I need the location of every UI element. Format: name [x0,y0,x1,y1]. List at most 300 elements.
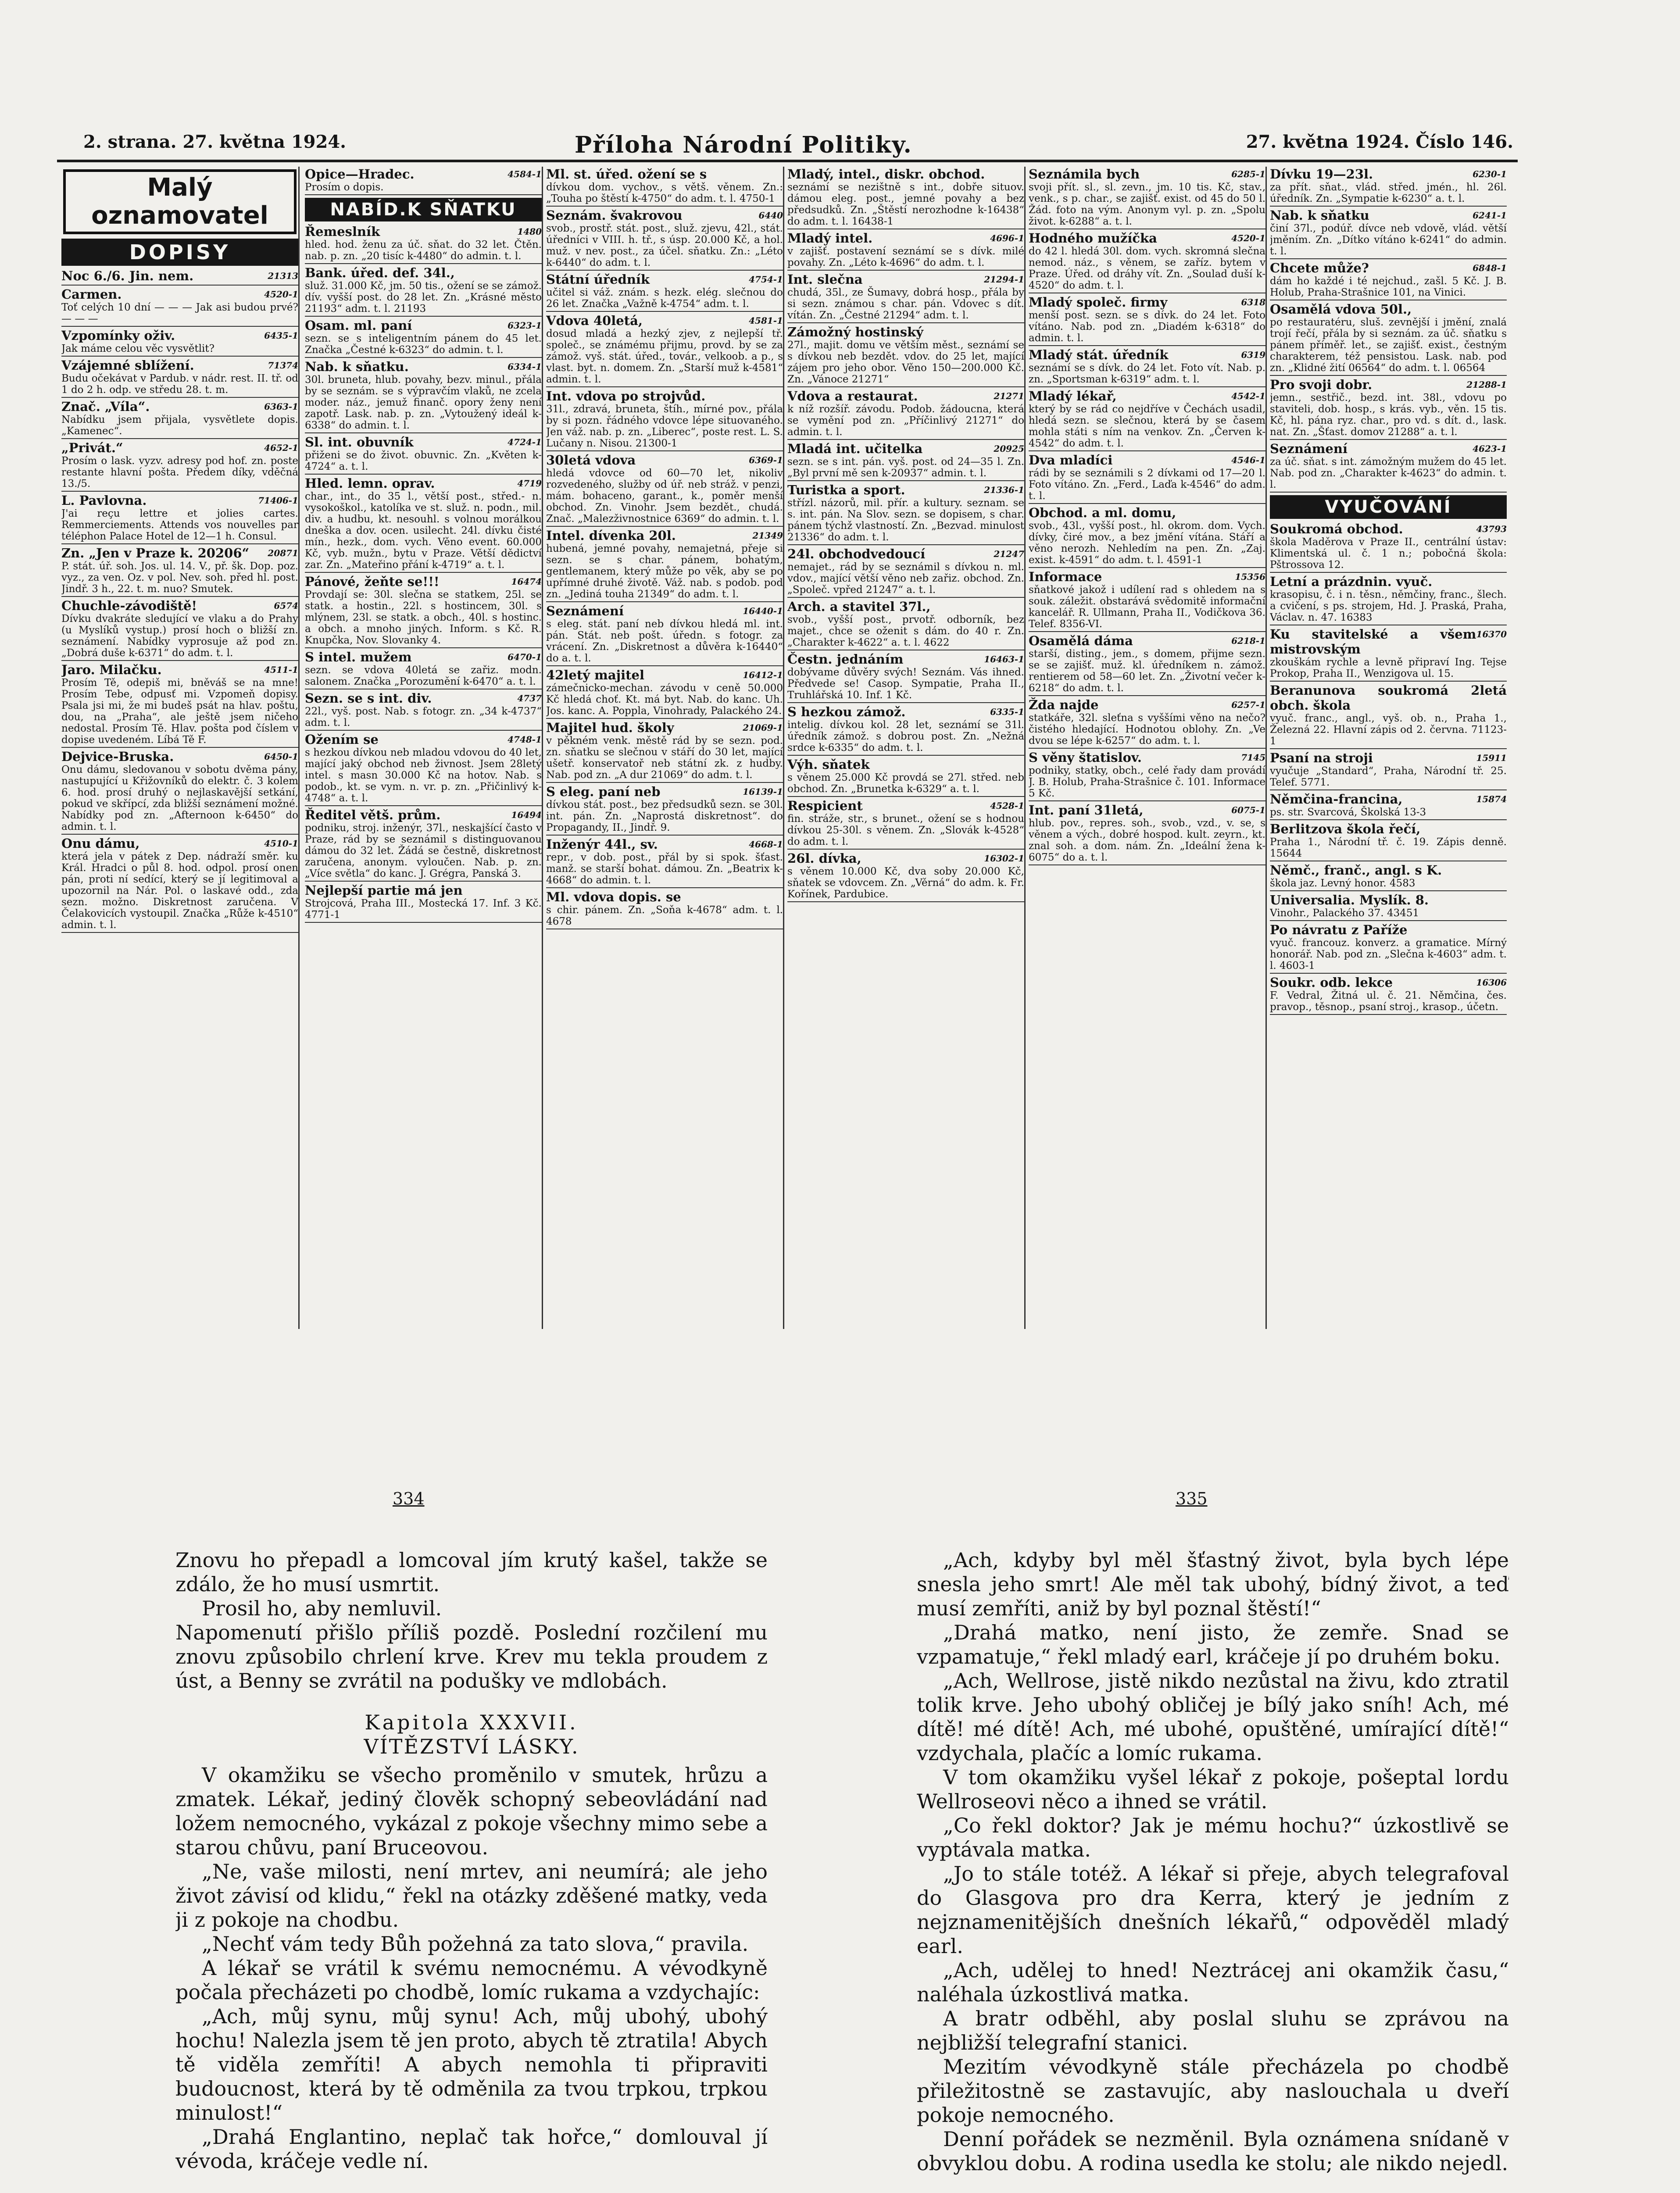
ad-code: 21069-1 [743,722,783,733]
ad-divider [546,718,783,719]
ad-heading: Ožením se [305,732,379,747]
ad-text: s hezkou dívkou neb mladou vdovou do 40 let, mající jaký obchod neb živnost. Jsem 28letý intel. s masn 30.000 Kč na hotov. Nab. s podob., kt. se vym. n. vr. p. zn. „Přičinlivý k-4748“ a. t. l. [305,747,542,804]
ad-heading: Mladý intel. [787,231,873,246]
ad-text: svob., prostř. stát. post., služ. zjevu, 42l., stát. úředníci v VIII. h. tř., s úsp. 20.000 Kč, a hol. muž. v nev. post., za účel. sňatku. Zn.: „Léto k-6440“ do adm. t. l. [546,223,783,268]
classified-ad [787,599,1024,650]
classified-ad [787,482,1024,545]
classified-ad [1029,569,1265,632]
classified-ad [1029,453,1265,504]
novel-page-left [175,1548,768,2193]
ad-heading: Universalia. Myslík. 8. [1270,893,1429,907]
ad-heading: Nab. k sňatku. [305,359,409,374]
ad-code: 6363-1 [264,401,298,412]
ad-heading: Berlitzova škola řečí, [1270,821,1421,836]
ad-text: hled. hod. ženu za úč. sňat. do 32 let. Čtěn. nab. p. zn. „20 tisíc k-4480“ do admin. t. l. [305,239,542,262]
paragraph: A bratr odběhl, aby poslal sluhu se zprávou na nejbližší telegrafní stanici. [917,2007,1509,2054]
ad-heading: Zn. „Jen v Praze k. 20206“ [61,546,250,561]
classified-ad [61,662,298,748]
ad-code: 21247 [994,549,1024,559]
ad-heading: Turistka a sport. [787,482,905,497]
ad-code: 4668-1 [749,839,783,850]
ad-text: která jela v pátek z Dep. nádraží směr. ku Král. Hradci o půl 8. hod. odpol. prosí onen pán, proti ní sedící, který se jí legitimoval a upozornil na Nár. Pol. o laskavé odd., zda sezn. možno. Diskretnost zaručena. V Čelakovicích vystoupil. Značka „Růže k-4510“ admin. t. l. [61,851,298,931]
ad-code: 4719 [517,478,542,489]
ad-heading: Po návratu z Paříže [1270,922,1408,937]
ad-heading: Soukr. odb. lekce [1270,975,1393,990]
ad-code: 6334-1 [508,361,542,372]
ad-code: 4546-1 [1231,455,1265,465]
classified-ad [1270,574,1507,625]
ad-code: 4754-1 [749,274,783,285]
ad-divider [546,835,783,836]
ad-heading: Osam. ml. paní [305,318,412,333]
ad-text: 30l. bruneta, hlub. povahy, bezv. minul., přála by se seznám. se s výpravčím vlaků, ne zcela moder. náz., jemuž finanč. opory ženy není zapotř. Lask. nab. p. zn. „Vytoužený ideál k-6338“ do admin. t. l. [305,374,542,431]
ad-text: činí 37l., podúř. dívce neb vdově, vlád. větší jměním. Zn. „Dítko vítáno k-6241“ do admin. t. l. [1270,223,1507,257]
ad-heading: 24l. obchodvedoucí [787,546,926,561]
ad-code: 15911 [1476,753,1507,763]
ad-divider [546,311,783,312]
ads-column-3 [546,167,784,1329]
ad-code: 21349 [752,530,783,541]
classified-ad [1270,750,1507,790]
ad-text: podniky, statky, obch., celé řady dam provádí J. B. Holub, Praha-Strašnice č. 101. Informace 5 Kč. [1029,765,1265,799]
ad-code: 6335-1 [990,707,1024,717]
ad-text: intelig. dívkou kol. 28 let, seznámí se 31l. úředník zámož. s dobrou post. Zn. „Nežná srdce k-6335“ do adm. t. l. [787,719,1024,754]
ad-heading: Sezn. se s int. div. [305,691,432,706]
ad-divider [305,194,542,195]
ad-divider [546,270,783,271]
ad-text: P. stát. úř. soh. Jos. ul. 14. V., př. šk. Dop. poz. vyz., za ven. Oz. v pol. Nev. soh. před hl. post. Jindř. 3 h., 22. t. m. nuo? Smutek. [61,561,298,595]
ad-divider [787,796,1024,797]
ad-heading: Seznám. švakrovou [546,208,683,223]
ad-code: 4623-1 [1473,443,1507,454]
classified-ad [1270,521,1507,573]
classified-ad [61,399,298,439]
ad-heading: Mladý stát. úředník [1029,347,1169,362]
ad-heading: Osamělá dáma [1029,633,1133,648]
ad-divider [1270,920,1507,921]
classified-ad [546,528,783,602]
ad-text: hubená, jemné povahy, nemajetná, přeje si sezn. se s char. pánem, bohatým, gentlemanem, který může po věk, aby se po upřímné druhé životě. Váž. nab. s podob. pod zn. „Jediná touha 21349“ do adm. t. l. [546,543,783,600]
header-title: Příloha Národní Politiky. [575,132,912,158]
paragraph: „Nechť vám tedy Bůh požehná za tato slova,“ pravila. [202,1932,749,1956]
classified-ad [546,389,783,451]
paragraph: V okamžiku se všecho proměnilo v smutek, hrůzu a zmatek. Lékař, jediný člověk schopný sebeovládání nad ložem nemocného, vykázal z pokoje všechny mimo sebe a starou chůvu, paní Bruceovou. [175,1763,768,1859]
ad-text: starší, disting., jem., s domem, přijme sezn. se se zajišť. muž. kl. úředníkem n. zámož. rentierem od 58—60 let. Zn. „Životní večer k-6218“ do adm. t. l. [1029,648,1265,694]
ad-heading: Onu dámu, [61,836,140,851]
ad-heading: Jaro. Milačku. [61,662,162,677]
ad-code: 4581-1 [749,315,783,326]
header-date-right: 27. května 1924. Číslo 146. [1246,132,1513,152]
ad-heading: Chcete může? [1270,261,1369,275]
ad-text: v zajišť. postavení seznámí se s dívk. milé povahy. Zn. „Léto k-4696“ do adm. t. l. [787,246,1024,268]
ad-text: hledá vdovce od 60—70 let, nikoliv rozvedeného, služby od úř. neb stráž. v penzi, mám. bohaceno, garant., k., poměr menší obchod. Zn. Vinohr. Jsem bezdět., chudá. Znač. „Malezživnostnice 6369“ do admin. t. l. [546,468,783,525]
ad-text: svob., vyšší post., prvotř. odborník, bez majet., chce se oženit s dám. do 40 r. Zn. „Charakter k-4622“ a. t. l. 4622 [787,614,1024,648]
ad-heading: S hezkou zámož. [787,704,906,719]
classified-ad [305,224,542,264]
paragraph: V tom okamžiku vyšel lékař z pokoje, pošeptal lordu Wellroseovi něco a ihned se vrátil. [917,1765,1509,1813]
ad-heading: Mladý lékař, [1029,389,1117,404]
ad-divider [787,597,1024,598]
ad-divider [61,397,298,398]
ad-heading: Seznámila bych [1029,167,1140,182]
classified-ad [1270,261,1507,300]
classified-ad [61,598,298,661]
classified-ad [305,732,542,806]
ad-text: rádi by se seznámili s 2 dívkami od 17—20 l. Foto vítáno. Zn. „Ferd., Laďa k-4546“ do adm. t. l. [1029,468,1265,502]
ad-code: 6435-1 [264,330,298,341]
ad-text: podniku, stroj. inženýr, 37l., neskajšící často v Praze, rád by se seznámil s distinguovanou dámou do 32 let. Žádá se čestně, diskretnost zaručena, anonym. vyloučen. Nab. p. zn. „Více světla“ do kanc. J. Grégra, Panská 3. [305,822,542,879]
ad-heading: Respicient [787,798,863,813]
classified-ad [61,836,298,933]
ad-code: 7145 [1241,752,1265,763]
classified-ad [787,851,1024,902]
ad-code: 6848-1 [1473,263,1507,273]
ad-text: který by se rád co nejdříve v Čechách usadil, hledá sezn. se slečnou, která by se časem mohla státi s ním na venkov. Zn. „Červen k-4542“ do adm. t. l. [1029,404,1265,449]
ad-text: svob., 43l., vyšší post., hl. okrom. dom. Vych. dívky, čiré mov., a bez jmění vítána. Stáří a věno nerozh. Nehledím na pen. Zn. „Zaj. exist. k-4591“ do adm. t. l. 4591-1 [1029,520,1265,566]
ad-heading: Státní úředník [546,272,650,287]
ad-text: sezn. se s inteligentním pánem do 45 let. Značka „Čestné k-6323“ do admin. t. l. [305,333,542,356]
page-header [57,132,1513,158]
ad-code: 4528-1 [990,800,1024,811]
classified-ad [1270,441,1507,493]
ad-text: krasopisu, č. i n. těsn., němčiny, franc., šlech. a cvičení, s ps. strojem, Hd. J. Praská, Praha, Václav. n. 47. 16383 [1270,589,1507,623]
ad-divider [1029,695,1265,696]
ad-heading: Vzájemné sblížení. [61,358,194,373]
page-number-left: 334 [393,1489,425,1508]
classified-ad [61,440,298,492]
classified-ad [546,784,783,836]
paragraph: „Ach, kdyby byl měl šťastný život, byla bych lépe snesla jeho smrt! Ale měl tak ubohý, bídný život, a teď musí zemříti, aniž by byl poznal štěstí!“ [917,1548,1509,1620]
classified-ad [787,652,1024,703]
ad-code: 20871 [268,548,298,558]
ad-heading: Němč., franč., angl. s K. [1270,863,1442,878]
ad-heading: Ku stavitelské a všem mistrovským [1270,627,1476,657]
ad-heading: Seznámení [546,604,624,618]
section-heading: DOPISY [61,239,298,266]
ad-text: Jak máme celou věc vysvětlit? [61,343,214,354]
ad-divider [305,730,542,731]
ad-text: do 42 l. hledá 30l. dom. vych. skromná slečna nemod. náz., s věnem, se zaříz. bytem v Praze. Úřed. od dráhy vít. Zn. „Soulad duší k-4520“ do adm. t. l. [1029,246,1265,291]
paragraph: A lékař se vrátil k svému nemocnému. A vévodkyně počala přecházeti po chodbě, lomíc rukama a vzdychajíc: [175,1956,768,2004]
ad-divider [546,450,783,451]
ad-text: menší post. sezn. se s dívk. do 24 let. Foto vítáno. Nab. pod zn. „Diadém k-6318“ do admin. t. l. [1029,310,1265,344]
ad-code: 4511-1 [264,664,298,675]
classified-ad [1270,863,1507,891]
ad-divider [546,782,783,783]
ad-code: 4652-1 [264,443,298,453]
ad-code: 20925 [994,443,1024,454]
ad-heading: S eleg. paní neb [546,784,661,799]
ad-code: 15356 [1235,571,1265,582]
ad-heading: Ředitel větš. prům. [305,807,441,822]
ad-code: 16306 [1476,977,1507,988]
ad-heading: Ml. st. úřed. ožení se s [546,167,707,182]
ad-divider [1029,864,1265,865]
ad-heading: Pánové, žeňte se!!! [305,574,440,589]
ad-heading: Seznámení [1270,441,1348,456]
ad-heading: Žda najde [1029,697,1099,712]
classified-ad [61,749,298,835]
classified-ad [546,167,783,207]
classified-ad [546,604,783,666]
ad-divider [787,322,1024,323]
ad-divider [61,660,298,661]
ad-heading: Dívku 19—23l. [1270,167,1373,182]
classified-ad [1270,627,1507,682]
ad-divider [1270,206,1507,207]
ad-text: seznámí se nezištně s int., dobře situov. dámou eleg. post., jemné povahy a bez předsudků. Zn. „Štěstí nerozhodne k-16438“ do adm. t. l. 16438-1 [787,182,1024,227]
ad-heading: Vdova a restaurat. [787,389,918,404]
paragraph: Mezitím vévodkyně stále přecházela po chodbě přiležitostně se zastavujíc, aby naslouchala u dveří pokoje nemocného. [917,2055,1509,2127]
ad-heading: Mladý, intel., diskr. obchod. [787,167,985,182]
classified-ad [546,668,783,719]
chapter-title: VÍTĚZSTVÍ LÁSKY. [364,1735,579,1758]
header-date-left: 2. strana. 27. května 1924. [83,132,347,152]
ad-code: 4724-1 [508,437,542,447]
ad-heading: Dejvice-Bruska. [61,749,174,764]
ad-code: 6323-1 [508,320,542,331]
ad-text: vyuč. francouz. konverz. a gramatice. Mírný honorář. Nab. pod zn. „Slečna k-4603“ adm. t. l. 4603-1 [1270,937,1507,971]
ad-code: 6257-1 [1231,700,1265,710]
ad-code: 6450-1 [264,751,298,762]
ad-divider [305,572,542,573]
ad-code: 6574 [274,600,298,611]
classified-ad [787,757,1024,797]
ad-code: 16474 [511,576,542,587]
ad-divider [1270,890,1507,891]
classified-ad [1029,505,1265,568]
classified-ad [305,574,542,648]
ad-heading: Hled. lemn. oprav. [305,476,435,491]
ad-heading: Psaní na stroji [1270,750,1373,765]
ad-code: 21294-1 [984,274,1024,285]
ad-code: 6318 [1241,297,1265,307]
classified-ad [1270,377,1507,440]
ads-column-2 [305,167,543,1329]
ad-code: 4748-1 [508,734,542,745]
ad-code: 43793 [1476,524,1507,534]
classified-ad [787,272,1024,323]
ad-heading: Vzpomínky oživ. [61,328,175,343]
ad-heading: Zámožný hostinský [787,325,924,339]
ad-heading: Opice—Hradec. [305,167,415,182]
paragraph: „Drahá matko, není jisto, že zemře. Snad se vzpamatuje,“ řekl mladý earl, kráčeje jí po druhém boku. [917,1621,1509,1668]
classified-ad [546,720,783,783]
ad-text: J'ai reçu lettre et jolies cartes. Remmerciements. Attends vos nouvelles par téléphon Palace Hotel de 12—1 h. Consul. [61,508,298,542]
ad-code: 4520-1 [1231,233,1265,243]
ad-code: 1480 [517,226,542,237]
ad-divider [305,357,542,358]
ad-text: vyuč. franc., angl., vyš. ob. n., Praha 1., Železná 22. Hlavní zápis od 2. června. 71123-1 [1270,713,1507,747]
ad-text: zkouškám rychle a levně připraví Ing. Tejse Prokop, Praha II., Wenzigova ul. 15. [1270,657,1507,679]
ad-divider [1270,789,1507,790]
ad-text: dosud mladá a hezký zjev, z nejlepší tř. společ., se známému přijmu, provd. by se za zámož. vyš. stát. úřed., továr., velkoob. a p., s vlast. byt. n. domem. Zn. „Starší muž k-4581“ admin. t. l. [546,328,783,385]
ad-divider [1270,819,1507,820]
ad-text: přiženi se do život. obuvnic. Zn. „Květen k-4724“ a. t. l. [305,450,542,472]
ad-code: 6470-1 [508,652,542,662]
ad-text: učitel si váž. znám. s hezk. elég. slečnou do 26 let. Značka „Važně k-4754“ adm. t. l. [546,287,783,310]
ad-text: sňatkové jakož i udílení rad s ohledem na s souk. záležit. obstarává svědomitě informační kancelář. R. Ullmann, Praha II., Vodičkova 36. Telef. 8356-VI. [1029,584,1265,630]
ad-code: 6218-1 [1231,636,1265,646]
ad-divider [305,805,542,806]
classified-ad [1029,347,1265,387]
paragraph: „Ach, můj synu, můj synu! Ach, můj ubohý, ubohý hochu! Nalezla jsem tě jen proto, abych tě ztratila! Abych tě viděla zemříti! A abych nemohla ti připraviti budoucnost, která by tě odměnila za tvou trpkou, trpkou minulost!“ [175,2004,768,2125]
ad-code: 6285-1 [1231,169,1265,179]
ad-heading: Int. paní 31letá, [1029,803,1144,818]
ad-text: statkáře, 32l. sleťna s vyššími věno na nečo? čistého hledající. Hodnotou oblohy. Zn. „Ve dvou se lépe k-6257“ do adm. t. l. [1029,712,1265,746]
classified-ad [305,435,542,475]
classified-ad [305,691,542,731]
ad-divider [305,474,542,475]
ad-text: vyučuje „Standard“, Praha, Národní tř. 25. Telef. 5771. [1270,765,1507,788]
classified-ad [61,268,298,286]
box-title-line2: oznamovatel [91,201,268,230]
paragraph: „Ne, vaše milosti, není mrtev, ani neumírá; ale jeho život závisí od klidu,“ řekl na otázky zděšené matky, veda ji z pokoje na chodbu. [175,1860,768,1932]
ad-text: hlub. pov., repres. soh., svob., vzd., v. se, s věnem a vých., dobré hospod. kult. zeyrn., kt. znal soh. a dom. nám. Zn. „Ideální žena k-6075“ do a. t. l. [1029,818,1265,863]
ad-divider [1270,973,1507,974]
ad-heading: Noc 6./6. Jin. nem. [61,268,194,283]
ad-code: 6440 [758,210,783,221]
ad-code: 21313 [268,271,298,281]
ad-heading: Ml. vdova dopis. se [546,889,681,904]
ad-text: Onu dámu, sledovanou v sobotu dvěma pány, nastupující u Křižovníků do elektr. č. 3 kolem 6. hod. prosí druhý o nejlaskavější setkání, pokud ve skřípcí, zda bližší seznámení možné. Nabídky pod zn. „Afternoon k-6450“ do admin. t. l. [61,764,298,832]
ad-text: ps. str. Svarcová, Školská 13-3 [1270,807,1426,818]
ad-heading: Hodného mužíčka [1029,231,1157,246]
ad-divider [61,747,298,748]
ad-heading: „Privát.“ [61,440,123,455]
ad-text: Dívku dvakráte sledující ve vlaku a do Prahy (u Myslíků vystup.) prosí hoch o bližší zn. seznámení. Nabídky vyprosuje až pod zn. „Dobrá duše k-6371“ do adm. t. l. [61,613,298,659]
ad-code: 4542-1 [1231,391,1265,401]
ad-code: 4696-1 [990,233,1024,243]
ad-code: 71406-1 [258,495,298,506]
ad-text: seznámí se s dívk. do 24 let. Foto vít. Nab. p. zn. „Sportsman k-6319“ adm. t. l. [1029,362,1265,385]
ad-heading: Výh. sňatek [787,757,870,772]
ad-text: Praha 1., Národní tř. č. 19. Zápis denně. 15644 [1270,836,1507,859]
ad-divider [546,887,783,888]
ad-text: s chir. pánem. Zn. „Soňa k-4678“ adm. t. l. 4678 [546,904,783,927]
ad-code: 16370 [1476,629,1507,639]
ad-heading: 26l. dívka, [787,851,861,866]
classified-ad [1270,821,1507,861]
classified-ad [787,704,1024,756]
ad-heading: Znač. „Víla“. [61,399,150,414]
ad-divider [1270,439,1507,440]
ad-code: 4520-1 [264,289,298,300]
classified-ad [305,883,542,923]
classified-ad [305,318,542,358]
classified-ad [1270,975,1507,1015]
ad-text: Nabídku jsem přijala, vysvětlete dopis. „Kamenec“. [61,414,298,437]
ad-text: Prosím Tě, odepiš mi, bněváš se na mne! Prosím Tebe, odpusť mi. Vzpomeň dopisy. Psala jsi mi, že mi budeš psát na hlav. poštu, dou, na „Praha“, ale ještě jsem ničeho nedostal. Prosím Tě. Hlav. pošta pod číslem v dopise uvedeném. Líbá Tě F. [61,677,298,746]
ads-column-5 [1029,167,1267,1329]
classified-ad [1029,295,1265,346]
classified-ad [61,287,298,327]
ad-heading: Carmen. [61,287,122,302]
classified-ad [1029,633,1265,696]
classified-ad [787,325,1024,387]
ad-divider [1029,450,1265,451]
classified-ad [61,358,298,398]
ad-divider [61,491,298,492]
classified-ad [1029,803,1265,865]
classified-ad [1270,302,1507,376]
classified-ad [1270,792,1507,820]
ad-text: zámečnicko-mechan. závodu v ceně 50.000 Kč hledá choť. Kt. má byt. Nab. do kanc. Uh. Jos. kanc. A. Poppla, Vinohrady, Palackého 24. [546,682,783,717]
ad-text: sezn. se vdova 40letá se zařiz. modn. salonem. Značka „Porozumění k-6470“ a. t. l. [305,664,542,687]
ad-code: 16139-1 [743,786,783,797]
paragraph: Prosil ho, aby nemluvil. [202,1597,442,1620]
ad-divider [1029,800,1265,801]
ad-text: Budu očekávat v Pardub. v nádr. rest. II. tř. od 1 do 2 h. odp. ve středu 28. t. m. [61,373,298,396]
classified-ad [61,493,298,544]
ad-code: 16494 [511,810,542,820]
ad-divider [305,647,542,648]
ad-heading: Sl. int. obuvník [305,435,414,450]
ad-divider [1270,681,1507,682]
ad-text: dívkou dom. vychov., s větš. věnem. Zn.: „Touha po štěstí k-4750“ do adm. t. l. 4750-1 [546,182,783,204]
ad-text: chudá, 35l., ze Šumavy, dobrá hosp., přála by si sezn. známou s char. pán. Vdovec s dít. vítán. Zn. „Čestné 21294“ adm. t. l. [787,287,1024,321]
ad-code: 6075-1 [1231,805,1265,815]
ad-divider [305,922,542,923]
ad-heading: Int. slečna [787,272,863,287]
ad-code: 16463-1 [984,654,1024,664]
classified-ad [1270,167,1507,207]
ad-divider [61,596,298,597]
classified-ad [305,167,542,195]
ad-code: 15874 [1476,794,1507,804]
ad-divider [61,834,298,835]
ad-text: za přít. sňat., vlád. střed. jmén., hl. 26l. úředník. Zn. „Sympatie k-6230“ a. t. l. [1270,182,1507,204]
ad-text: služ. 31.000 Kč, jm. 50 tis., ožení se se zámož. dív. vyšší post. do 28 let. Zn. „Krásné město 21193“ adm. t. l. 21193 [305,280,542,314]
ad-text: s věnem 25.000 Kč provdá se 27l. střed. neb obchod. Zn. „Brunetka k-6329“ a. t. l. [787,772,1024,795]
ad-code: 6230-1 [1473,169,1507,179]
ad-heading: Chuchle-závodiště! [61,598,197,613]
ad-text: repr., v dob. post., přál by si spok. šťast. manž. se starší bohat. dámou. Zn. „Beatrix k-4668“ do admin. t. l. [546,852,783,886]
ad-text: dívkou stát. post., bez předsudků sezn. se 30l. int. pán. Zn. „Naprostá diskretnost“. do Propagandy, II., Jindř. 9. [546,799,783,833]
ad-heading: Řemeslník [305,224,380,239]
ad-heading: Intel. dívenka 20l. [546,528,676,543]
classified-ad [546,272,783,312]
box-title-line1: Malý [147,173,213,202]
classified-ad [546,208,783,271]
ad-text: škola jaz. Levný honor. 4583 [1270,878,1415,889]
paragraph: Denní pořádek se nezměnil. Byla oznámena snídaně v obvyklou dobu. A rodina usedla ke stolu; ale nikdo nejedl. [917,2127,1509,2175]
paragraph: „Ach, udělej to hned! Neztrácej ani okamžik času,“ naléhala úzkostlivá matka. [917,1958,1509,2006]
ad-divider [1029,567,1265,568]
ad-text: za úč. sňat. s int. zámožným mužem do 45 let. Nab. pod zn. „Charakter k-4623“ do admin. t. l. [1270,456,1507,490]
ads-column-4 [787,167,1026,1329]
section-heading: NABÍD.K SŇATKU [305,198,542,221]
classified-ad [305,359,542,433]
ad-text: Prosím o lask. vyzv. adresy pod hof. zn. poste restante hlavní pošta. Předem díky, vděčná 13./5. [61,455,298,489]
ad-heading: Mladá int. učitelka [787,441,923,456]
classified-ad [787,798,1024,850]
ad-heading: Obchod. a ml. domu, [1029,505,1176,520]
classified-ad [787,167,1024,229]
ad-heading: S intel. mužem [305,650,412,664]
ad-divider [787,439,1024,440]
classified-ad [305,265,542,317]
classified-ad [61,328,298,357]
ad-text: fin. stráže, str., s brunet., ožení se s hodnou dívkou 25-30l. s věnem. Zn. „Slovák k-4528“ do adm. t. l. [787,813,1024,847]
ad-text: Strojcová, Praha III., Mostecká 17. Inf. 3 Kč. 4771-1 [305,898,542,921]
classified-ad [305,650,542,689]
ad-text: k níž rozšíř. závodu. Podob. žádoucna, která se vymění pod zn. „Příčinlivý 21271“ do admin. t. l. [787,404,1024,438]
ad-heading: Int. vdova po strojvůd. [546,389,706,404]
ad-divider [1270,258,1507,259]
ad-heading: Mladý společ. firmy [1029,295,1168,310]
ad-divider [305,881,542,882]
